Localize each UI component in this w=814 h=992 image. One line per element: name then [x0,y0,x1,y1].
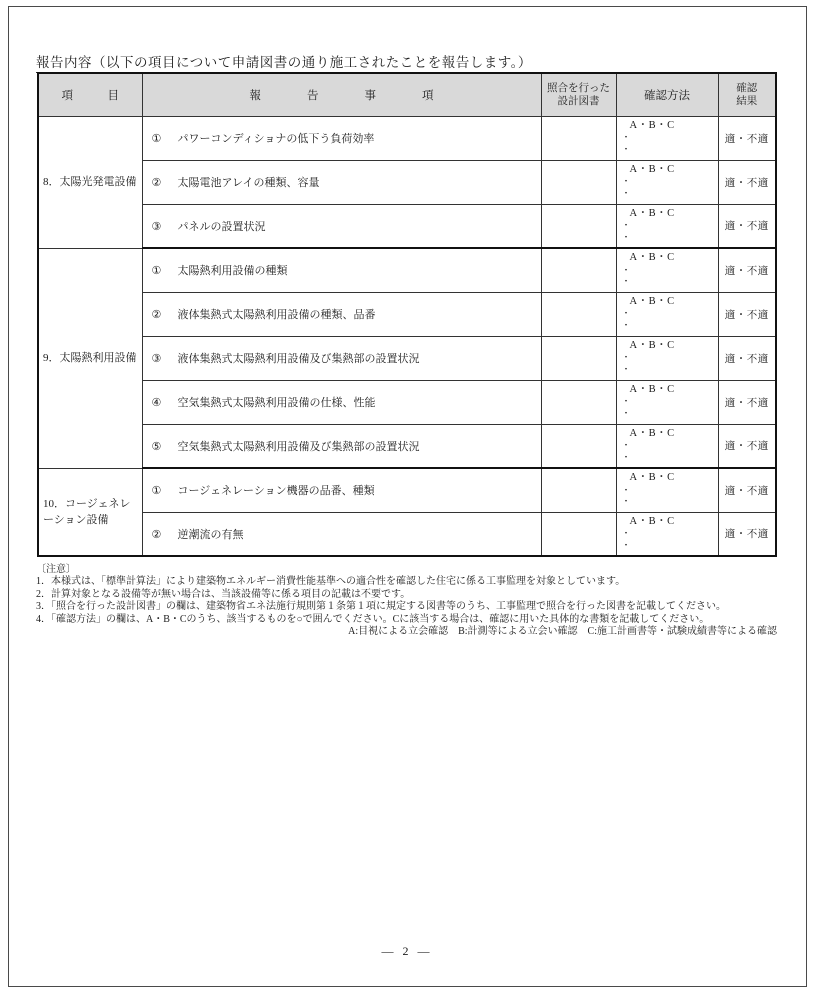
design-doc-cell [541,336,616,380]
confirm-result-cell: 適・不適 [718,424,776,468]
report-item-cell [142,116,541,160]
confirm-result-cell: 適・不適 [718,468,776,512]
report-item-text: 逆潮流の有無 [177,528,244,541]
item-number: ① [151,133,162,145]
col-header-design-doc-line1: 照合を行った [547,82,610,94]
confirm-result-cell: 適・不適 [718,116,776,160]
section-label-9: 9．太陽熱利用設備 [38,248,142,468]
report-item-cell [142,380,541,424]
confirm-method-cell [616,160,718,204]
method-bullet: ・ [621,451,631,462]
table-row [38,248,776,292]
design-doc-cell [541,160,616,204]
item-number: ② [151,528,162,541]
section-label-8: 8．太陽光発電設備 [38,116,142,248]
report-item-text: 太陽熱利用設備の種類 [177,265,288,278]
table-row [38,116,776,160]
method-options: A・B・C [629,383,675,395]
method-bullet: ・ [621,484,631,495]
report-item-text: 空気集熱式太陽熱利用設備の仕様、性能 [177,397,376,409]
col-header-item: 項 目 [38,73,142,116]
design-doc-cell [541,468,616,512]
method-bullet: ・ [621,440,631,450]
report-item-text: 太陽電池アレイの種類、容量 [177,177,320,189]
report-item-text: 空気集熱式太陽熱利用設備及び集熱部の設置状況 [177,440,420,453]
confirm-result-cell: 適・不適 [718,336,776,380]
col-header-method: 確認方法 [616,73,718,116]
confirm-method-cell [616,512,718,556]
col-header-design-doc-line2: 設計図書 [557,95,600,107]
col-header-result [718,73,776,116]
confirm-method-cell [616,292,718,336]
notes-title: 〔注意〕 [36,564,76,575]
method-options: A・B・C [629,295,675,307]
table-row [38,468,776,512]
design-doc-cell [541,204,616,248]
method-options: A・B・C [629,119,675,131]
item-number: ③ [151,220,162,233]
confirm-result-cell: 適・不適 [718,160,776,204]
design-doc-cell [541,116,616,160]
design-doc-cell [541,424,616,468]
design-doc-cell [541,512,616,556]
report-item-cell [142,248,541,292]
confirm-method-cell [616,116,718,160]
method-bullet: ・ [621,264,631,275]
note-line-2: 2．計算対象となる設備等が無い場合は、当該設備等に係る項目の記載は不要です。 [36,588,411,600]
design-doc-cell [541,380,616,424]
col-header-result-line1: 確認 [736,82,758,94]
table-row [38,380,776,424]
report-item-cell [142,468,541,512]
table-row [38,512,776,556]
confirm-result-cell: 適・不適 [718,512,776,556]
method-bullet: ・ [621,276,631,286]
method-bullet: ・ [621,308,631,318]
design-doc-cell [541,292,616,336]
item-number: ② [151,309,162,321]
method-bullet: ・ [621,220,631,230]
report-item-text: 液体集熱式太陽熱利用設備の種類、品番 [177,309,376,321]
method-bullet: ・ [621,143,631,154]
report-item-text: 液体集熱式太陽熱利用設備及び集熱部の設置状況 [177,353,420,365]
report-item-cell [142,424,541,468]
note-line-3: 3．「照合を行った設計図書」の欄は、建築物省エネ法施行規則第１条第１項に規定する図書等のうち、工事監理で照合を行った図書を記載してください。 [36,601,726,613]
report-item-cell [142,160,541,204]
method-legend: A:目視による立会確認 B:計測等による立会い確認 C:施工計画書等・試験成績書等による確認 [348,626,777,638]
col-header-design-doc [541,73,616,116]
method-options: A・B・C [629,515,675,527]
method-bullet: ・ [621,363,631,374]
method-options: A・B・C [629,472,675,483]
method-bullet: ・ [621,496,631,506]
header-row [38,73,776,116]
report-item-text: コージェネレーション機器の品番、種類 [177,485,375,498]
method-bullet: ・ [621,352,631,362]
method-bullet: ・ [621,132,631,142]
method-options: A・B・C [629,427,675,439]
table-row [38,204,776,248]
method-bullet: ・ [621,176,631,186]
confirm-result-cell: 適・不適 [718,292,776,336]
method-bullet: ・ [621,539,631,550]
col-header-result-line2: 結果 [736,95,758,107]
method-bullet: ・ [621,187,631,198]
confirm-method-cell [616,336,718,380]
confirm-method-cell [616,468,718,512]
report-item-cell [142,204,541,248]
item-number: ② [151,177,162,189]
method-options: A・B・C [629,163,675,175]
table-row [38,336,776,380]
note-line-4: 4．「確認方法」の欄は、A・B・Cのうち、該当するものを○で囲んでください。Cに該当する場合は、確認に用いた具体的な書類を記載してください。 [36,613,710,625]
confirm-result-cell: 適・不適 [718,204,776,248]
table-row [38,424,776,468]
item-number: ⑤ [151,440,162,453]
report-item-cell [142,512,541,556]
method-bullet: ・ [621,319,631,330]
item-number: ① [151,265,162,278]
report-item-text: パネルの設置状況 [177,220,266,233]
method-options: A・B・C [629,339,675,351]
method-options: A・B・C [629,252,675,263]
confirm-method-cell [616,248,718,292]
confirm-method-cell [616,380,718,424]
note-line-1: 1．本様式は、「標準計算法」により建築物エネルギー消費性能基準への適合性を確認した住宅に係る工事監理を対象としています。 [36,576,626,588]
notes-section [36,564,777,638]
section-label-10: 10．コージェネレーション設備 [38,468,142,556]
report-item-text: パワーコンディショナの低下う負荷効率 [177,133,375,145]
page-number: ― 2 ― [381,944,433,958]
method-bullet: ・ [621,407,631,418]
confirm-method-cell [616,204,718,248]
confirm-method-cell [616,424,718,468]
report-item-cell [142,292,541,336]
method-bullet: ・ [621,528,631,538]
item-number: ④ [151,397,162,409]
report-item-cell [142,336,541,380]
col-header-report: 報 告 事 項 [142,73,541,116]
method-bullet: ・ [621,231,631,242]
report-table-wrap [37,72,777,557]
table-row [38,160,776,204]
confirm-result-cell: 適・不適 [718,248,776,292]
table-row [38,292,776,336]
confirm-result-cell: 適・不適 [718,380,776,424]
method-options: A・B・C [629,207,675,219]
design-doc-cell [541,248,616,292]
item-number: ③ [151,353,162,365]
report-title: 報告内容（以下の項目について申請図書の通り施工されたことを報告します。） [36,51,532,73]
item-number: ① [151,485,162,498]
report-table [37,72,777,557]
method-bullet: ・ [621,396,631,406]
